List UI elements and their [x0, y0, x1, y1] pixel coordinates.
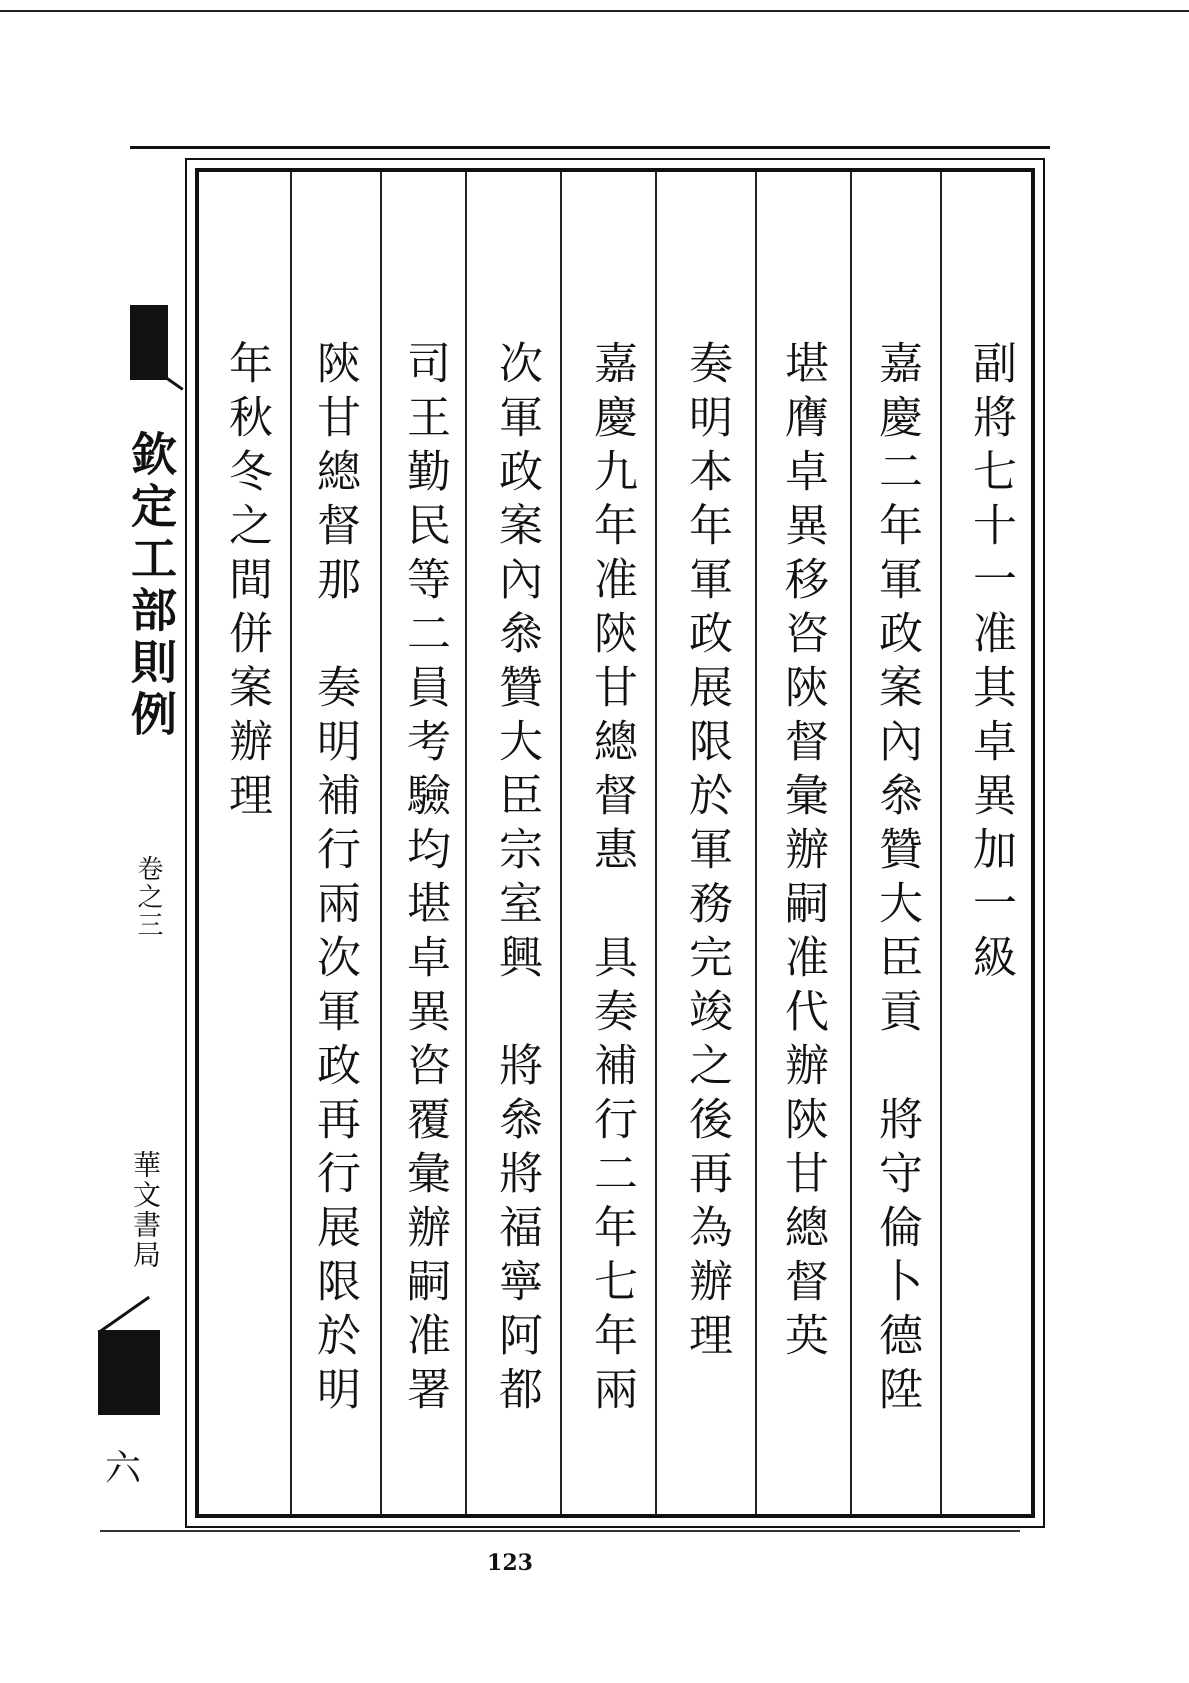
column-divider	[940, 172, 942, 1514]
text-column-9: 年秋冬之間併案辦理	[221, 340, 272, 826]
column-divider	[560, 172, 562, 1514]
page-number: 123	[487, 1550, 533, 1576]
text-column-1: 副將七十一准其卓異加一級	[965, 340, 1016, 988]
text-column-8: 陝甘總督那 奏明補行兩次軍政再行展限於明	[309, 340, 360, 1420]
text-column-2: 嘉慶二年軍政案內叅贊大臣貢 將守倫卜德陞	[871, 340, 922, 1420]
text-column-6: 次軍政案內叅贊大臣宗室興 將叅將福寧阿都	[491, 340, 542, 1420]
fore-edge-slash-bottom	[99, 1296, 150, 1333]
fore-edge-publisher: 華文書局	[129, 1150, 162, 1270]
text-column-7: 司王勤民等二員考驗均堪卓異咨覆彙辦嗣准署	[399, 340, 450, 1420]
fore-edge-juan-label: 卷之三	[133, 855, 163, 939]
fore-edge-black-tab-bottom	[98, 1330, 160, 1415]
text-column-3: 堪膺卓異移咨陝督彙辦嗣准代辦陝甘總督英	[777, 340, 828, 1366]
column-divider	[380, 172, 382, 1514]
frame-shadow-top	[130, 146, 1050, 149]
column-divider	[290, 172, 292, 1514]
column-divider	[655, 172, 657, 1514]
text-column-4: 奏明本年軍政展限於軍務完竣之後再為辦理	[681, 340, 732, 1366]
top-rule	[0, 10, 1189, 12]
column-divider	[465, 172, 467, 1514]
column-divider	[755, 172, 757, 1514]
text-column-5: 嘉慶九年准陝甘總督惠 具奏補行二年七年兩	[586, 340, 637, 1420]
column-divider	[850, 172, 852, 1514]
fore-edge-book-title: 欽定工部則例	[124, 430, 178, 742]
fore-edge-leaf-number: 六	[105, 1448, 142, 1489]
fore-edge-black-tab-top	[130, 305, 168, 380]
frame-shadow-bottom	[100, 1530, 1020, 1532]
